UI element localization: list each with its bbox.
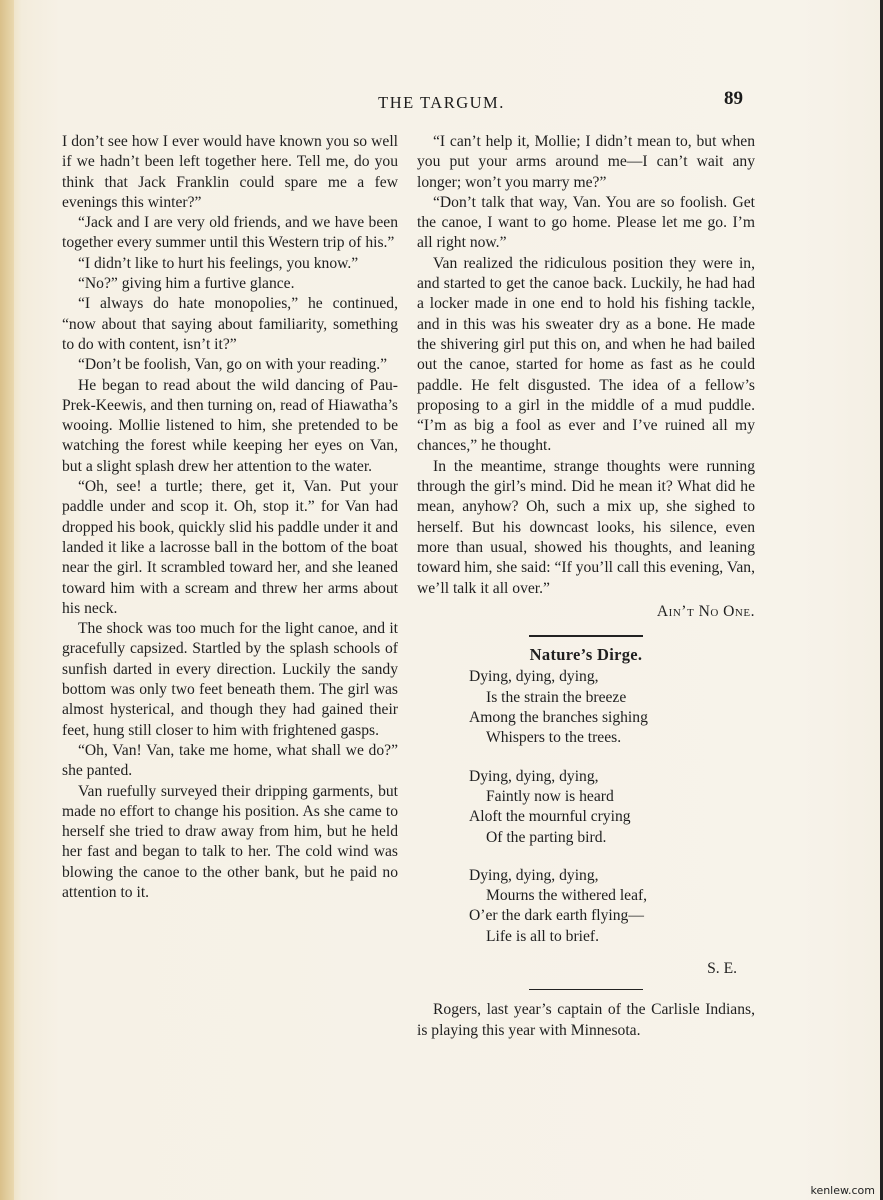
- poem-stanza: [469, 667, 755, 748]
- section-divider: [529, 989, 643, 990]
- story-paragraph: Van realized the ridiculous position they were in, and started to get the canoe back. Luckily, he had had a locker made in one end to hold his fishing tackle, and in this was his sweater dry as a bone. He made the shivering girl put this on, and when he had bailed out the canoe, started for home as fast as he could paddle. He felt disgusted. The idea of a fellow’s proposing to a girl in the middle of a mud puddle. “I’m as big a fool as ever and I’ve ruined all my chances,” he thought.: [417, 254, 755, 455]
- story-paragraph: “No?” giving him a furtive glance.: [78, 275, 295, 293]
- poem-line: Is the strain the breeze: [486, 688, 627, 706]
- story-paragraph: “Jack and I are very old friends, and we have been together every summer until this Western trip of his.”: [62, 214, 398, 252]
- story-paragraph: “Don’t talk that way, Van. You are so foolish. Get the canoe, I want to go home. Please let me go. I’m all right now.”: [417, 193, 755, 252]
- poem-stanza: [469, 767, 755, 848]
- poem-line: Mourns the withered leaf,: [486, 887, 648, 905]
- section-divider: [529, 635, 643, 637]
- page-number: 89: [724, 88, 743, 109]
- left-text-column: [62, 132, 398, 903]
- poem-stanza: [469, 866, 755, 947]
- poem-line: Of the parting bird.: [486, 828, 607, 846]
- poem-signature: S. E.: [707, 959, 737, 977]
- story-paragraph: I don’t see how I ever would have known you so well if we hadn’t been left together here. Tell me, do you think that Jack Franklin could spare me a few evenings this winter?”: [62, 133, 398, 211]
- poem-line: Whispers to the trees.: [486, 729, 622, 747]
- poem-line: Dying, dying, dying,: [469, 767, 599, 785]
- poem-line: Aloft the mournful crying: [469, 808, 631, 826]
- story-paragraph: “I always do hate monopolies,” he continued, “now about that saying about familiarity, something to do with content, isn’t it?”: [62, 295, 398, 353]
- story-paragraph: “I didn’t like to hurt his feelings, you know.”: [78, 254, 359, 272]
- poem-title: Nature’s Dirge.: [529, 645, 643, 665]
- right-text-column: [417, 132, 755, 1041]
- news-note: Rogers, last year’s captain of the Carlisle Indians, is playing this year with Minnesota.: [417, 1001, 755, 1039]
- watermark-text: kenlew.com: [810, 1184, 875, 1197]
- story-paragraph: “I can’t help it, Mollie; I didn’t mean to, but when you put your arms around me—I can’t wait any longer; won’t you marry me?”: [417, 133, 755, 191]
- story-paragraph: He began to read about the wild dancing of Pau-Prek-Keewis, and then turning on, read of Hiawatha’s wooing. Mollie listened to him, she pretended to be watching the forest while keeping her eyes on Van, but a slight splash drew her attention to the water.: [62, 376, 398, 475]
- page-header-title: THE TARGUM.: [378, 93, 505, 112]
- story-paragraph: “Oh, see! a turtle; there, get it, Van. Put your paddle under and scop it. Oh, stop it.” for Van had dropped his book, quickly slid his paddle under it and landed it like a lacrosse ball in the bottom of the boat near the girl. It scrambled toward her, and she leaned toward him with a scream and threw her arms about his neck.: [62, 478, 398, 617]
- story-paragraph: In the meantime, strange thoughts were running through the girl’s mind. Did he mean it? What did he mean, anyhow? Oh, such a mix up, she sighed to herself. But his downcast looks, his silence, even more than usual, showed his thoughts, and leaning toward him, she said: “If you’ll call this evening, Van, we’ll talk it all over.”: [417, 457, 755, 597]
- story-paragraph: Van ruefully surveyed their dripping garments, but made no effort to change his position. As she came to herself she tried to draw away from him, but he held her fast and began to talk to her. The cold wind was blowing the canoe to the other bank, but he paid no attention to it.: [62, 782, 398, 901]
- story-paragraph: “Oh, Van! Van, take me home, what shall we do?” she panted.: [62, 741, 398, 780]
- story-paragraph: The shock was too much for the light canoe, and it gracefully capsized. Startled by the splash schools of sunfish darted in every direction. Luckily the sandy bottom was only two feet beneath them. The girl was almost hysterical, and though they had gained their feet, hung still closer to him with frightened gasps.: [62, 620, 398, 739]
- story-paragraph: “Don’t be foolish, Van, go on with your reading.”: [78, 356, 388, 374]
- poem-line: Dying, dying, dying,: [469, 866, 599, 884]
- story-signature: Ain’t No One.: [656, 602, 755, 620]
- poem-line: Faintly now is heard: [486, 787, 614, 805]
- poem-line: Life is all to brief.: [486, 927, 600, 945]
- poem-line: Dying, dying, dying,: [469, 668, 599, 686]
- poem-line: Among the branches sighing: [469, 709, 648, 727]
- poem-line: O’er the dark earth flying—: [469, 907, 644, 925]
